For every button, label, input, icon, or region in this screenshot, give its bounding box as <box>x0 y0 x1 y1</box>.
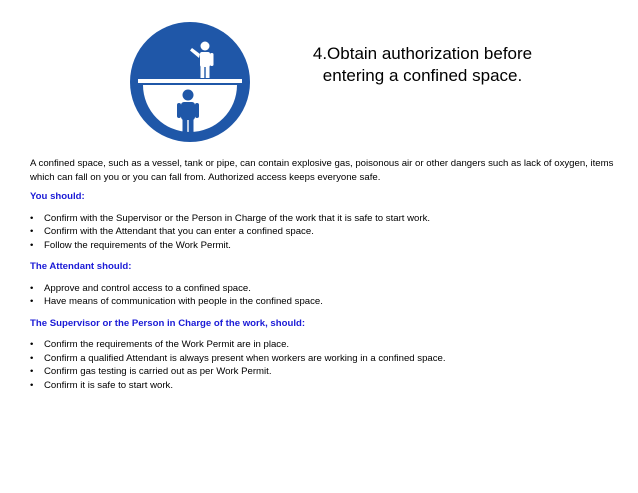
list-item: • Confirm gas testing is carried out as per Work Permit. <box>30 365 620 379</box>
section-title: The Supervisor or the Person in Charge of the work, should: <box>30 317 306 329</box>
section-title: You should: <box>30 191 85 202</box>
list-item: • Have means of communication with people in the confined space. <box>30 295 620 309</box>
list-item: • Approve and control access to a confined space. <box>30 282 620 296</box>
list-item: • Confirm with the Attendant that you can enter a confined space. <box>30 225 620 239</box>
content-body <box>30 157 620 400</box>
section-you-should <box>30 190 620 252</box>
list-item: • Confirm with the Supervisor or the Person in Charge of the work that it is safe to start work. <box>30 212 620 226</box>
section-supervisor-should <box>30 317 620 393</box>
heading-line-1: 4.Obtain authorization before <box>312 44 533 63</box>
list-item: • Confirm a qualified Attendant is always present when workers are working in a confined space. <box>30 352 620 366</box>
bullet-list <box>30 212 620 253</box>
list-item: • Follow the requirements of the Work Permit. <box>30 239 620 253</box>
confined-space-entry-icon <box>130 22 250 142</box>
section-title: The Attendant should: <box>30 261 132 272</box>
intro-paragraph: A confined space, such as a vessel, tank or pipe, can contain explosive gas, poisonous air or other dangers such as lack of oxygen, items which can fall on you or you can fall from. Authorized access keeps everyone safe. <box>30 158 614 183</box>
bullet-list <box>30 338 620 392</box>
slide-heading <box>300 43 545 87</box>
bullet-list <box>30 282 620 309</box>
section-attendant-should <box>30 260 620 309</box>
list-item: • Confirm the requirements of the Work Permit are in place. <box>30 338 620 352</box>
heading-line-2: entering a confined space. <box>322 66 523 85</box>
list-item: • Confirm it is safe to start work. <box>30 379 620 393</box>
